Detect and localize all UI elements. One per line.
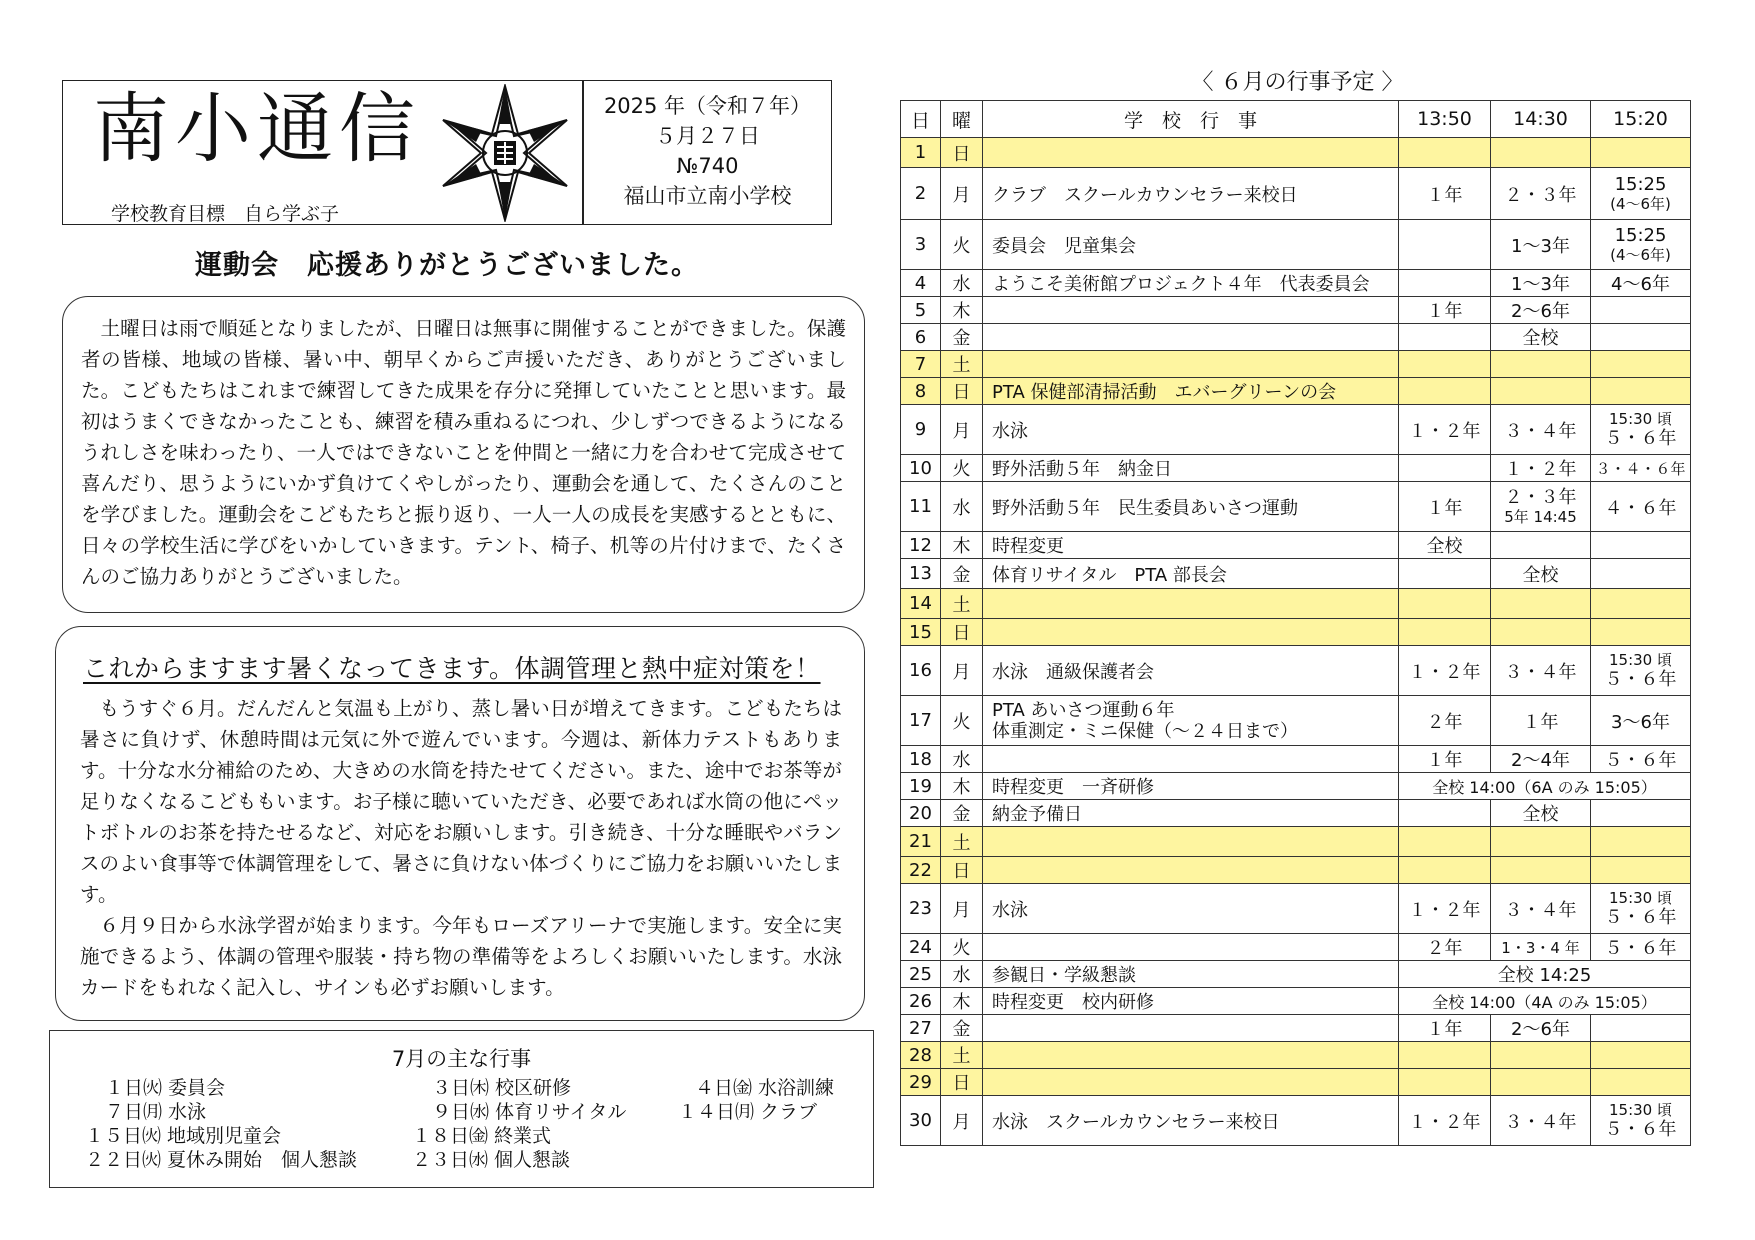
time-1350-cell [1399, 270, 1491, 297]
day-cell: 9 [901, 405, 941, 455]
time-1350-cell [1399, 220, 1491, 270]
weekday-cell: 日 [941, 1069, 983, 1096]
time-1520-cell [1591, 619, 1691, 646]
event-cell: PTA あいさつ運動６年 体重測定・ミニ保健（～２４日まで） [983, 696, 1399, 746]
june-schedule-table [900, 100, 1691, 1146]
article-heat-measures [55, 626, 865, 1021]
time-1350-cell: １・２年 [1399, 884, 1491, 934]
time-1430-cell: 2～6年 [1491, 297, 1591, 324]
day-cell: 23 [901, 884, 941, 934]
issue-date: ５月２７日 [655, 124, 760, 148]
weekday-cell: 日 [941, 378, 983, 405]
time-1430-cell [1491, 378, 1591, 405]
day-cell: 22 [901, 857, 941, 884]
event-cell: ようこそ美術館プロジェクト４年 代表委員会 [983, 270, 1399, 297]
schedule-row [901, 827, 1691, 857]
schedule-row [901, 746, 1691, 773]
time-1350-cell: １年 [1399, 482, 1491, 532]
day-cell: 13 [901, 559, 941, 589]
issue-number: №740 [676, 154, 739, 178]
time-1430-cell: ３・４年 [1491, 405, 1591, 455]
time-1350-cell [1399, 619, 1491, 646]
schedule-row [901, 696, 1691, 746]
time-1520-cell: 15:30 頃 ５・６年 [1591, 1096, 1691, 1146]
schedule-row [901, 455, 1691, 482]
day-cell: 25 [901, 961, 941, 988]
event-cell [983, 138, 1399, 168]
article-sports-day [62, 296, 865, 613]
day-cell: 26 [901, 988, 941, 1015]
schedule-row [901, 961, 1691, 988]
article2-paragraph-2: ６月９日から水泳学習が始まります。今年もローズアリーナで実施します。安全に実施できるよう、体調の管理や服装・持ち物の準備等をよろしくお願いいたします。水泳カードをもれなく記入し、サインも必ずお願いします。 [80, 914, 842, 999]
event-cell [983, 297, 1399, 324]
weekday-cell: 日 [941, 857, 983, 884]
time-1520-cell [1591, 559, 1691, 589]
time-1350-cell [1399, 559, 1491, 589]
schedule-row [901, 1069, 1691, 1096]
july-event: ９日㈬ 体育リサイタル [432, 1101, 627, 1123]
time-1520-cell [1591, 138, 1691, 168]
schedule-row [901, 297, 1691, 324]
event-cell: 時程変更 [983, 532, 1399, 559]
time-1520-cell: 15:25 (4～6年) [1591, 220, 1691, 270]
july-event: １日㈫ 委員会 [105, 1077, 226, 1099]
time-1350-cell [1399, 351, 1491, 378]
event-cell [983, 1069, 1399, 1096]
event-cell [983, 619, 1399, 646]
time-1350-cell: １年 [1399, 1015, 1491, 1042]
day-cell: 27 [901, 1015, 941, 1042]
time-1520-cell [1591, 1069, 1691, 1096]
weekday-cell: 月 [941, 168, 983, 220]
event-cell: PTA 保健部清掃活動 エバーグリーンの会 [983, 378, 1399, 405]
event-cell [983, 351, 1399, 378]
july-event: １４日㈪ クラブ [678, 1101, 818, 1123]
weekday-cell: 金 [941, 559, 983, 589]
time-1350-cell [1399, 857, 1491, 884]
event-cell: 体育リサイタル PTA 部長会 [983, 559, 1399, 589]
time-1350-cell [1399, 1069, 1491, 1096]
weekday-cell: 火 [941, 696, 983, 746]
day-cell: 21 [901, 827, 941, 857]
day-cell: 18 [901, 746, 941, 773]
time-1430-cell [1491, 589, 1591, 619]
weekday-cell: 月 [941, 884, 983, 934]
time-1350-cell: １年 [1399, 746, 1491, 773]
weekday-cell: 土 [941, 1042, 983, 1069]
schedule-row [901, 532, 1691, 559]
time-1430-cell [1491, 532, 1591, 559]
time-1350-cell: １・２年 [1399, 405, 1491, 455]
event-cell: 時程変更 校内研修 [983, 988, 1399, 1015]
day-cell: 19 [901, 773, 941, 800]
time-1520-cell [1591, 297, 1691, 324]
event-cell: 納金予備日 [983, 800, 1399, 827]
july-event: ２３日㈬ 個人懇談 [412, 1149, 571, 1171]
time-1520-cell: 15:30 頃 ５・６年 [1591, 646, 1691, 696]
school-name: 福山市立南小学校 [623, 184, 792, 208]
weekday-cell: 土 [941, 589, 983, 619]
day-cell: 30 [901, 1096, 941, 1146]
event-cell: 野外活動５年 民生委員あいさつ運動 [983, 482, 1399, 532]
schedule-title: 〈 ６月の行事予定 〉 [1191, 70, 1404, 95]
issue-info [584, 91, 831, 211]
time-1350-cell: ２年 [1399, 934, 1491, 961]
event-cell [983, 324, 1399, 351]
issue-year: 2025 年（令和７年） [603, 94, 812, 118]
weekday-cell: 火 [941, 220, 983, 270]
event-cell [983, 827, 1399, 857]
col-header: 学 校 行 事 [983, 101, 1399, 138]
event-cell: 水泳 [983, 884, 1399, 934]
day-cell: 11 [901, 482, 941, 532]
time-1350-cell [1399, 455, 1491, 482]
event-cell: 参観日・学級懇談 [983, 961, 1399, 988]
weekday-cell: 日 [941, 138, 983, 168]
weekday-cell: 金 [941, 324, 983, 351]
time-1520-cell [1591, 827, 1691, 857]
time-1520-cell [1591, 589, 1691, 619]
schedule-row [901, 934, 1691, 961]
event-cell [983, 1015, 1399, 1042]
event-cell [983, 1042, 1399, 1069]
col-header: 15:20 [1591, 101, 1691, 138]
weekday-cell: 木 [941, 297, 983, 324]
event-cell [983, 857, 1399, 884]
time-1430-cell: １・２年 [1491, 455, 1591, 482]
time-1520-cell [1591, 351, 1691, 378]
time-1520-cell [1591, 800, 1691, 827]
day-cell: 3 [901, 220, 941, 270]
july-event: ４日㈮ 水浴訓練 [695, 1077, 835, 1099]
schedule-row [901, 619, 1691, 646]
newsletter-title: 南小通信 [93, 84, 421, 173]
time-1430-cell: 2～6年 [1491, 1015, 1591, 1042]
col-header: 曜 [941, 101, 983, 138]
time-1430-cell: ２・３年 [1491, 168, 1591, 220]
time-1350-cell [1399, 589, 1491, 619]
weekday-cell: 金 [941, 800, 983, 827]
schedule-row [901, 988, 1691, 1015]
weekday-cell: 金 [941, 1015, 983, 1042]
time-1430-cell: １年 [1491, 696, 1591, 746]
day-cell: 5 [901, 297, 941, 324]
schedule-row [901, 1015, 1691, 1042]
day-cell: 12 [901, 532, 941, 559]
weekday-cell: 水 [941, 482, 983, 532]
article2-paragraph-1: もうすぐ６月。だんだんと気温も上がり、蒸し暑い日が増えてきます。こどもたちは暑さに負けず、休憩時間は元気に外で遊んでいます。今週は、新体力テストもあります。十分な水分補給のため、大きめの水筒を持たせてください。また、途中でお茶等が足りなくなるこどももいます。お子様に聴いていただき、必要であれば水筒の他にペットボトルのお茶を持たせるなど、対応をお願いします。引き続き、十分な睡眠やバランスのよい食事等で体調管理をして、暑さに負けない体づくりにご協力をお願いいたします。 [80, 697, 842, 906]
weekday-cell: 火 [941, 934, 983, 961]
july-events-title: 7月の主な行事 [391, 1047, 532, 1071]
school-emblem-icon [434, 84, 576, 222]
day-cell: 8 [901, 378, 941, 405]
weekday-cell: 木 [941, 532, 983, 559]
time-1520-cell: 15:30 頃 ５・６年 [1591, 405, 1691, 455]
time-1430-cell: 1・3・4 年 [1491, 934, 1591, 961]
time-1430-cell [1491, 827, 1591, 857]
day-cell: 14 [901, 589, 941, 619]
schedule-row [901, 138, 1691, 168]
time-1520-cell: ４・６年 [1591, 482, 1691, 532]
time-1520-cell [1591, 532, 1691, 559]
schedule-row [901, 1042, 1691, 1069]
time-1430-cell: ３・４年 [1491, 1096, 1591, 1146]
time-1350-cell: １・２年 [1399, 646, 1491, 696]
time-1430-cell: 全校 [1491, 324, 1591, 351]
day-cell: 29 [901, 1069, 941, 1096]
weekday-cell: 月 [941, 405, 983, 455]
time-1430-cell [1491, 619, 1591, 646]
time-1430-cell: 1～3年 [1491, 220, 1591, 270]
schedule-row [901, 324, 1691, 351]
weekday-cell: 水 [941, 270, 983, 297]
day-cell: 15 [901, 619, 941, 646]
time-1520-cell: 15:25 (4～6年) [1591, 168, 1691, 220]
schedule-row [901, 857, 1691, 884]
schedule-row [901, 559, 1691, 589]
time-1430-cell [1491, 351, 1591, 378]
time-1430-cell: 全校 [1491, 800, 1591, 827]
event-cell: 水泳 通級保護者会 [983, 646, 1399, 696]
time-span-cell: 全校 14:25 [1399, 961, 1691, 988]
time-1430-cell: ３・４年 [1491, 646, 1591, 696]
day-cell: 16 [901, 646, 941, 696]
time-1350-cell: １年 [1399, 297, 1491, 324]
weekday-cell: 水 [941, 961, 983, 988]
time-1350-cell [1399, 138, 1491, 168]
schedule-row [901, 773, 1691, 800]
weekday-cell: 月 [941, 646, 983, 696]
schedule-header-row [901, 101, 1691, 138]
time-1520-cell [1591, 1015, 1691, 1042]
time-1430-cell: 2～4年 [1491, 746, 1591, 773]
col-header: 14:30 [1491, 101, 1591, 138]
weekday-cell: 土 [941, 351, 983, 378]
event-cell: 委員会 児童集会 [983, 220, 1399, 270]
day-cell: 6 [901, 324, 941, 351]
time-1430-cell: ３・４年 [1491, 884, 1591, 934]
col-header: 13:50 [1399, 101, 1491, 138]
time-1520-cell [1591, 857, 1691, 884]
day-cell: 28 [901, 1042, 941, 1069]
time-1350-cell [1399, 324, 1491, 351]
schedule-row [901, 220, 1691, 270]
day-cell: 24 [901, 934, 941, 961]
weekday-cell: 火 [941, 455, 983, 482]
schedule-row [901, 1096, 1691, 1146]
time-1520-cell [1591, 378, 1691, 405]
july-events-box [49, 1030, 874, 1188]
weekday-cell: 日 [941, 619, 983, 646]
time-1430-cell [1491, 138, 1591, 168]
weekday-cell: 月 [941, 1096, 983, 1146]
time-1350-cell: １・２年 [1399, 1096, 1491, 1146]
event-cell: 時程変更 一斉研修 [983, 773, 1399, 800]
july-event: ７日㈪ 水泳 [105, 1101, 207, 1123]
event-cell: 野外活動５年 納金日 [983, 455, 1399, 482]
schedule-row [901, 351, 1691, 378]
article2-heading: これからますます暑くなってきます。体調管理と熱中症対策を！ [83, 654, 821, 683]
article1-text: 土曜日は雨で順延となりましたが、日曜日は無事に開催することができました。保護者の皆様、地域の皆様、暑い中、朝早くからご声援いただき、ありがとうございました。こどもたちはこれまで練習してきた成果を存分に発揮していたことと思います。最初はうまくできなかったことも、練習を積み重ねるにつれ、少しずつできるようになるうれしさを味わったり、一人ではできないことを仲間と一緒に力を合わせて完成させて喜んだり、思うようにいかず負けてくやしがったり、運動会を通して、たくさんのことを学びました。運動会をこどもたちと振り返り、一人一人の成長を実感するとともに、日々の学校生活に学びをいかしていきます。テント、椅子、机等の片付けまで、たくさんのご協力ありがとうございました。 [81, 317, 846, 588]
weekday-cell: 木 [941, 773, 983, 800]
time-1430-cell [1491, 857, 1591, 884]
time-1430-cell: ２・３年 5年 14:45 [1491, 482, 1591, 532]
schedule-row [901, 589, 1691, 619]
time-span-cell: 全校 14:00（6A のみ 15:05） [1399, 773, 1691, 800]
schedule-row [901, 405, 1691, 455]
time-span-cell: 全校 14:00（4A のみ 15:05） [1399, 988, 1691, 1015]
schedule-row [901, 646, 1691, 696]
july-event: ２２日㈫ 夏休み開始 個人懇談 [85, 1149, 358, 1171]
july-event: ３日㈭ 校区研修 [432, 1077, 572, 1099]
time-1350-cell [1399, 827, 1491, 857]
event-cell: 水泳 [983, 405, 1399, 455]
schedule-row [901, 884, 1691, 934]
day-cell: 17 [901, 696, 941, 746]
time-1520-cell: 15:30 頃 ５・６年 [1591, 884, 1691, 934]
time-1520-cell: ５・６年 [1591, 746, 1691, 773]
time-1430-cell: 全校 [1491, 559, 1591, 589]
time-1350-cell: 全校 [1399, 532, 1491, 559]
schedule-row [901, 378, 1691, 405]
weekday-cell: 土 [941, 827, 983, 857]
day-cell: 4 [901, 270, 941, 297]
time-1520-cell: ５・６年 [1591, 934, 1691, 961]
time-1350-cell [1399, 800, 1491, 827]
schedule-row [901, 168, 1691, 220]
time-1350-cell: ２年 [1399, 696, 1491, 746]
day-cell: 7 [901, 351, 941, 378]
time-1520-cell: 4～6年 [1591, 270, 1691, 297]
time-1430-cell [1491, 1069, 1591, 1096]
day-cell: 2 [901, 168, 941, 220]
event-cell [983, 746, 1399, 773]
event-cell: クラブ スクールカウンセラー来校日 [983, 168, 1399, 220]
time-1520-cell [1591, 324, 1691, 351]
schedule-row [901, 270, 1691, 297]
time-1350-cell [1399, 378, 1491, 405]
time-1350-cell [1399, 1042, 1491, 1069]
col-header: 日 [901, 101, 941, 138]
schedule-row [901, 482, 1691, 532]
event-cell [983, 589, 1399, 619]
time-1520-cell [1591, 1042, 1691, 1069]
day-cell: 20 [901, 800, 941, 827]
weekday-cell: 水 [941, 746, 983, 773]
time-1430-cell [1491, 1042, 1591, 1069]
schedule-row [901, 800, 1691, 827]
july-event: １５日㈫ 地域別児童会 [85, 1125, 282, 1147]
time-1350-cell: １年 [1399, 168, 1491, 220]
time-1520-cell: 3～6年 [1591, 696, 1691, 746]
event-cell: 水泳 スクールカウンセラー来校日 [983, 1096, 1399, 1146]
time-1520-cell: ３・４・６年 [1591, 455, 1691, 482]
day-cell: 1 [901, 138, 941, 168]
newsletter-header [62, 80, 832, 225]
time-1430-cell: 1～3年 [1491, 270, 1591, 297]
weekday-cell: 木 [941, 988, 983, 1015]
school-motto: 学校教育目標 自ら学ぶ子 [111, 203, 340, 225]
event-cell [983, 934, 1399, 961]
headline: 運動会 応援ありがとうございました。 [195, 250, 699, 281]
day-cell: 10 [901, 455, 941, 482]
july-event: １８日㈮ 終業式 [412, 1125, 552, 1147]
